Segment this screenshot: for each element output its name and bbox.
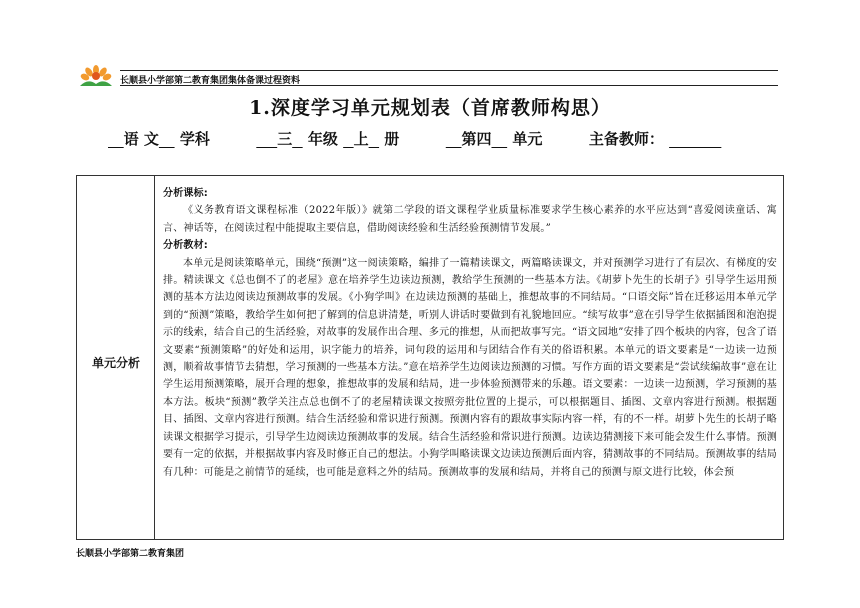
subject-value: 语 文 (123, 130, 159, 148)
row-label-cell (77, 176, 155, 539)
page-header (72, 64, 778, 90)
unit-analysis-table (76, 175, 784, 540)
analysis-content (163, 185, 777, 481)
subtitle-line (108, 128, 721, 149)
page-title: 1.深度学习单元规划表（首席教师构思） (249, 97, 611, 119)
header-bottom-rule (120, 85, 778, 86)
grade-value: 三 (277, 130, 293, 148)
material-heading: 分析教材: (163, 240, 208, 252)
teacher-label: 主备教师： (588, 130, 664, 148)
teacher-value (669, 130, 721, 148)
subject-label: 学科 (179, 130, 210, 148)
grade-label: 年级 (307, 130, 338, 148)
unit-value: 第四 (461, 130, 492, 148)
term-label: 册 (384, 130, 400, 148)
row-label: 单元分析 (91, 356, 140, 370)
material-text: 本单元是阅读策略单元，围绕“预测”这一阅读策略，编排了一篇精读课文，两篇略读课文，并对预测学习进行了有层次、有梯度的安排。精读课文《总也倒不了的老屋》意在培养学生边读边预测，教给学生预测的一些基本方法。《胡萝卜先生的长胡子》引导学生运用预测的基本方法边阅读边预测故事的发展。《小狗学叫》在边读边预测的基础上，推想故事的不同结局。“口语交际”旨在迁移运用本单元学到的“预测”策略，教给学生如何把了解到的信息讲清楚，听别人讲话时要做到有礼貌地回应。“续写故事”意在引导学生依据插图和泡泡提示的线索，结合自己的生活经验，对故事的发展作出合理、多元的推想，从而把故事写完。“语文园地”安排了四个板块的内容，包含了语文要素“预测策略”的好处和运用，识字能力的培养，词句段的运用和与团结合作有关的俗语积累。本单元的语文要素是“一边读一边预测，顺着故事情节去猜想，学习预测的一些基本方法。”意在培养学生边阅读边预测的习惯。写作方面的语文要素是“尝试续编故事”意在让学生运用预测策略，展开合理的想象，推想故事的发展和结局，进一步体验预测带来的乐趣。语文要素：一边读一边预测，学习预测的基本方法。板块“预测”教学关注点总也倒不了的老屋精读课文按照旁批位置的上提示，可以根据题目、插图、文章内容进行预测。根据题目、插图、文章内容进行预测。结合生活经验和常识进行预测。预测内容有的跟故事实际内容一样，有的不一样。胡萝卜先生的长胡子略读课文根据学习提示，引导学生边阅读边预测故事的发展。结合生活经验和常识进行预测。边读边猜测接下来可能会发生什么事情。预测要有一定的依据，并根据故事内容及时修正自己的想法。小狗学叫略读课文边读边预测后面内容，猜测故事的不同结局。预测故事的结局有几种：可能是之前情节的延续，也可能是意料之外的结局。预测故事的发展和结局，并将自己的预测与原文进行比较，体会预 (163, 257, 777, 478)
page-footer: 长顺县小学部第二教育集团 (76, 549, 185, 559)
header-text: 长顺县小学部第二教育集团集体备课过程资料 (120, 76, 301, 86)
school-logo-icon (78, 64, 114, 88)
term-value: 上 (353, 130, 369, 148)
standard-heading: 分析课标: (163, 188, 208, 199)
unit-label: 单元 (512, 130, 543, 148)
header-top-rule (120, 70, 778, 71)
standard-text: 《义务教育语文课程标准（2022年版）》就第二学段的语文课程学业质量标准要求学生核心素养的水平应达到“喜爱阅读童话、寓言、神话等，在阅读过程中能提取主要信息，借助阅读经验和生活经验预测情节发展。” (163, 205, 777, 234)
